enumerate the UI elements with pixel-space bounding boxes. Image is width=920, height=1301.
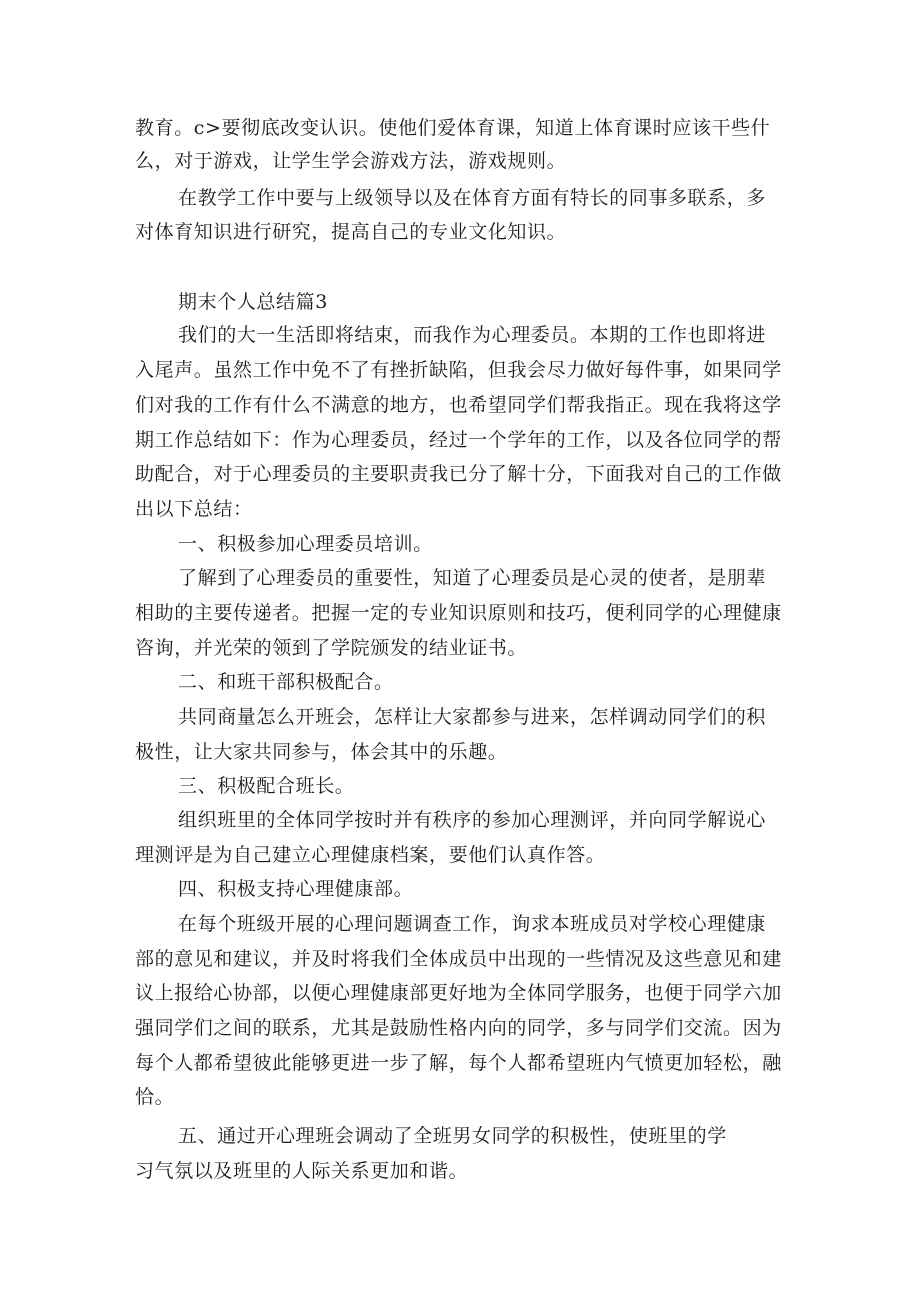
paragraph-line: 了解到了心理委员的重要性，知道了心理委员是心灵的使者，是朋辈 bbox=[178, 567, 767, 589]
paragraph-line: 出以下总结： bbox=[135, 498, 253, 520]
paragraph-line: 部的意见和建议，并及时将我们全体成员中出现的一些情况及这些意见和建 bbox=[135, 948, 782, 970]
paragraph-line: 恰。 bbox=[135, 1086, 175, 1108]
paragraph-line: 在每个班级开展的心理问题调查工作，询求本班成员对学校心理健康 bbox=[178, 913, 767, 935]
list-heading: 一、积极参加心理委员培训。 bbox=[178, 533, 433, 555]
paragraph-line: 极性，让大家共同参与，体会其中的乐趣。 bbox=[135, 741, 508, 763]
paragraph-line: 教育。c>要彻底改变认识。使他们爱体育课，知道上体育课时应该干些什 bbox=[135, 117, 771, 139]
paragraph-line: 习气氛以及班里的人际关系更加和谐。 bbox=[135, 1160, 469, 1182]
paragraph-line: 相助的主要传递者。把握一定的专业知识原则和技巧，便利同学的心理健康 bbox=[135, 602, 782, 624]
paragraph-line: 组织班里的全体同学按时并有秩序的参加心理测评，并向同学解说心 bbox=[178, 809, 767, 831]
paragraph-line: 理测评是为自己建立心理健康档案，要他们认真作答。 bbox=[135, 844, 606, 866]
paragraph-line: 我们的大一生活即将结束，而我作为心理委员。本期的工作也即将进 bbox=[178, 324, 767, 346]
paragraph-line: 们对我的工作有什么不满意的地方，也希望同学们帮我指正。现在我将这学 bbox=[135, 394, 782, 416]
paragraph-line: 助配合，对于心理委员的主要职责我已分了解十分，下面我对自己的工作做 bbox=[135, 463, 782, 485]
paragraph-line: 强同学们之间的联系，尤其是鼓励性格内向的同学，多与同学们交流。因为 bbox=[135, 1017, 782, 1039]
list-heading: 三、积极配合班长。 bbox=[178, 775, 355, 797]
list-heading: 二、和班干部积极配合。 bbox=[178, 671, 394, 693]
paragraph-line: 对体育知识进行研究，提高自己的专业文化知识。 bbox=[135, 221, 567, 243]
paragraph-line: 在教学工作中要与上级领导以及在体育方面有特长的同事多联系，多 bbox=[178, 187, 767, 209]
list-heading: 四、积极支持心理健康部。 bbox=[178, 878, 414, 900]
paragraph-line: 咨询，并光荣的领到了学院颁发的结业证书。 bbox=[135, 637, 528, 659]
list-heading: 五、通过开心理班会调动了全班男女同学的积极性，使班里的学 bbox=[178, 1125, 727, 1147]
paragraph-line: 每个人都希望彼此能够更进一步了解，每个人都希望班内气愤更加轻松，融 bbox=[135, 1052, 782, 1074]
paragraph-line: 么，对于游戏，让学生学会游戏方法，游戏规则。 bbox=[135, 150, 567, 172]
section-heading: 期末个人总结篇3 bbox=[178, 291, 328, 313]
paragraph-line: 期工作总结如下：作为心理委员，经过一个学年的工作，以及各位同学的帮 bbox=[135, 429, 782, 451]
paragraph-line: 议上报给心协部，以便心理健康部更好地为全体同学服务，也便于同学六加 bbox=[135, 982, 782, 1004]
paragraph-line: 共同商量怎么开班会，怎样让大家都参与进来，怎样调动同学们的积 bbox=[178, 706, 767, 728]
paragraph-line: 入尾声。虽然工作中免不了有挫折缺陷，但我会尽力做好每件事，如果同学 bbox=[135, 359, 782, 381]
